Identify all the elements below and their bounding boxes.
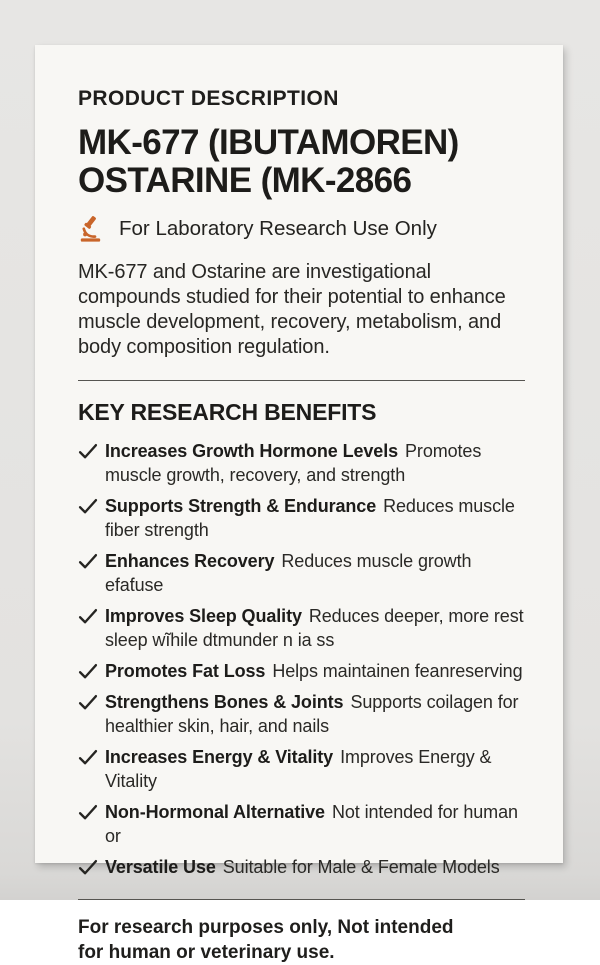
benefit-item: [78, 439, 525, 487]
benefit-title: Versatile Use: [105, 857, 216, 877]
benefit-item: [78, 855, 525, 879]
check-icon: [78, 747, 105, 767]
benefit-text: [105, 800, 525, 848]
benefit-description: Supports coilagen for healthier skin, hair, and nails: [105, 692, 519, 736]
benefit-description: Reduces muscle growth efaƭuse: [105, 551, 472, 595]
benefit-description: Reduces muscle fiber strength: [105, 496, 515, 540]
benefit-item: [78, 549, 525, 597]
benefit-title: Strengthens Bones & Joints: [105, 692, 344, 712]
benefits-list: [78, 439, 525, 879]
lab-use-note: [78, 215, 525, 243]
benefit-title: Supports Strength & Endurance: [105, 496, 377, 516]
benefit-item: [78, 494, 525, 542]
benefit-text: [105, 690, 525, 738]
benefit-description: Reduces deeper, more rest sleep wĩhile dtmunder n ia ss: [105, 606, 524, 650]
benefit-title: Promotes Fat Loss: [105, 661, 266, 681]
benefit-title: Enhances Recovery: [105, 551, 275, 571]
footer-disclaimer: [78, 915, 525, 965]
benefit-title: Increases Energy & Vitality: [105, 747, 334, 767]
microscope-icon: [78, 215, 106, 243]
product-label-card: [35, 45, 563, 963]
benefit-text: [105, 549, 525, 597]
check-icon: [78, 857, 105, 877]
benefit-text: [105, 659, 523, 683]
check-icon: [78, 551, 105, 571]
check-icon: [78, 661, 105, 681]
check-icon: [78, 802, 105, 822]
check-icon: [78, 441, 105, 461]
eyebrow-heading: PRODUCT DESCRIPTION: [78, 87, 339, 110]
benefit-text: [105, 745, 525, 793]
footer-line1: For research purposes only, Not intended: [78, 917, 454, 938]
benefit-description: Improves Energy & Vitality: [105, 747, 492, 791]
benefit-description: Not intended for human or: [105, 802, 518, 846]
benefit-item: [78, 690, 525, 738]
product-description-text: MK-677 and Ostarine are investigational compounds studied for their potential to enhance muscle development, recovery, metabolism, and body composition regulation.: [78, 261, 506, 358]
check-icon: [78, 692, 105, 712]
benefits-heading: KEY RESEARCH BENEFITS: [78, 399, 377, 425]
benefit-description: Promotes muscle growth, recovery, and strength: [105, 441, 482, 485]
benefit-title: Improves Sleep Quality: [105, 606, 302, 626]
benefit-item: [78, 745, 525, 793]
benefit-item: [78, 604, 525, 652]
benefit-description: Helps maintainen feanreserving: [272, 661, 523, 681]
product-title-line1: MK-677 (IBUTAMOREN): [78, 123, 459, 162]
lab-use-text: For Laboratory Research Use Only: [119, 217, 437, 240]
benefit-text: [105, 494, 525, 542]
divider-bottom: [78, 899, 525, 900]
check-icon: [78, 606, 105, 626]
benefit-description: Suitable for Male & Female Models: [222, 857, 500, 877]
benefit-text: [105, 604, 525, 652]
benefit-item: [78, 800, 525, 848]
footer-line2: for human or veterinary use.: [78, 942, 335, 963]
benefit-text: [105, 855, 500, 879]
benefit-title: Increases Growth Hormone Levels: [105, 441, 399, 461]
product-title: [78, 124, 525, 200]
benefit-text: [105, 439, 525, 487]
divider-top: [78, 380, 525, 381]
check-icon: [78, 496, 105, 516]
benefit-title: Non-Hormonal Alternative: [105, 802, 325, 822]
product-title-line2: OSTARINE (MK-2866: [78, 161, 412, 200]
benefit-item: [78, 659, 525, 683]
